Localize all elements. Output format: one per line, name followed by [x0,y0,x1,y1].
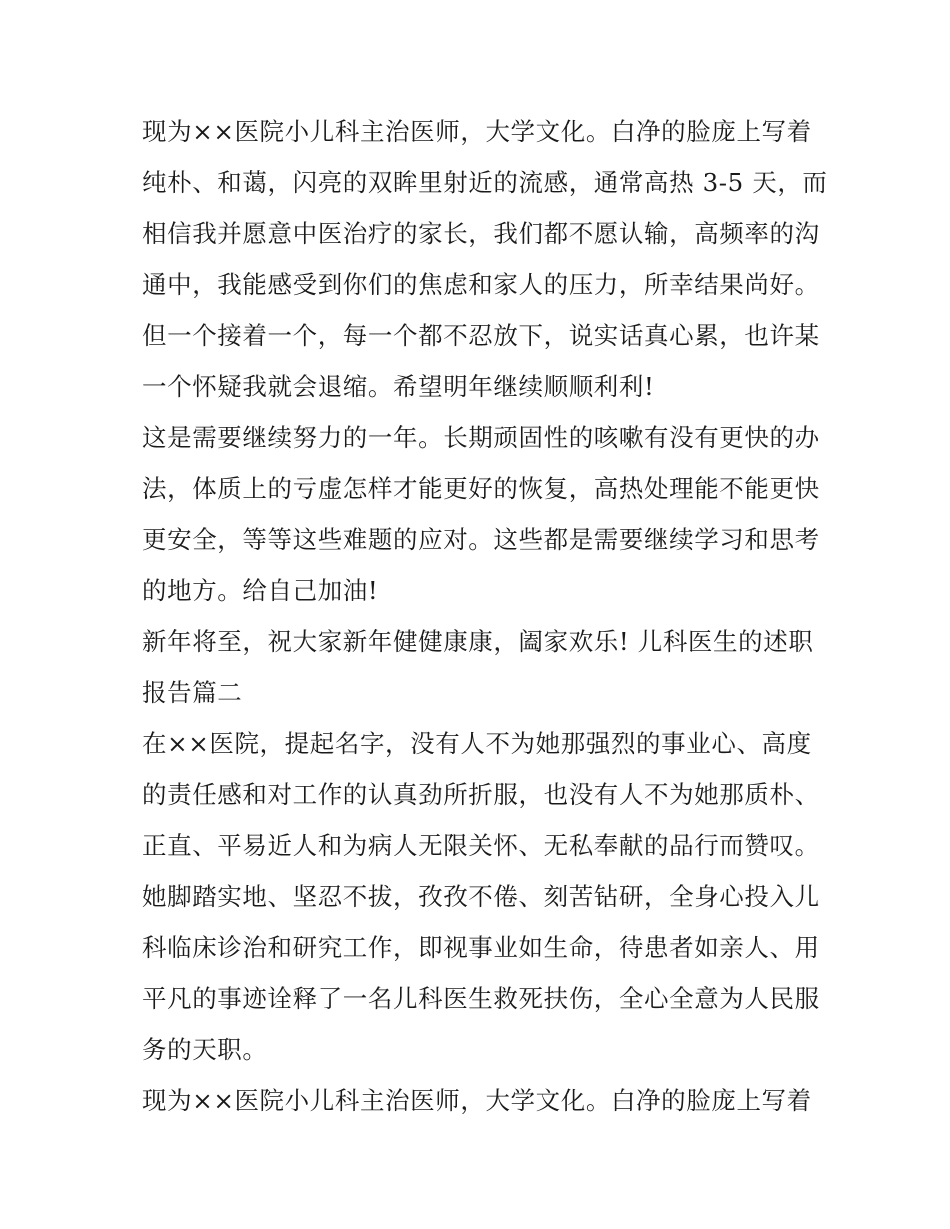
text-line: 科临床诊治和研究工作，即视事业如生命，待患者如亲人、用 [142,933,820,962]
text-line: 更安全，等等这些难题的应对。这些都是需要继续学习和思考 [142,525,820,554]
text-line: 现为××医院小儿科主治医师，大学文化。白净的脸庞上写着 [142,117,812,146]
text-line: 新年将至，祝大家新年健健康康，阖家欢乐! 儿科医生的述职 [142,627,814,656]
text-line: 这是需要继续努力的一年。长期顽固性的咳嗽有没有更快的办 [142,423,820,452]
text-line: 务的天职。 [142,1035,268,1064]
text-line: 通中，我能感受到你们的焦虑和家人的压力，所幸结果尚好。 [142,270,820,299]
text-line: 法，体质上的亏虚怎样才能更好的恢复，高热处理能不能更快 [142,474,820,503]
text-line: 相信我并愿意中医治疗的家长，我们都不愿认输，高频率的沟 [142,219,820,248]
section-heading: 报告篇二 [142,678,243,707]
text-line: 现为××医院小儿科主治医师，大学文化。白净的脸庞上写着 [142,1086,812,1115]
text-line: 的责任感和对工作的认真劲所折服，也没有人不为她那质朴、 [142,780,820,809]
text-line: 在××医院，提起名字，没有人不为她那强烈的事业心、高度 [142,729,812,758]
body-text [142,106,828,1126]
text-line: 的地方。给自己加油! [142,576,379,605]
text-line: 平凡的事迹诠释了一名儿科医生救死扶伤，全心全意为人民服 [142,984,820,1013]
text-line: 她脚踏实地、坚忍不拔，孜孜不倦、刻苦钻研，全身心投入儿 [142,882,820,911]
text-line: 但一个接着一个，每一个都不忍放下，说实话真心累，也许某 [142,321,820,350]
text-line: 一个怀疑我就会退缩。希望明年继续顺顺利利! [142,372,655,401]
text-line: 纯朴、和蔼，闪亮的双眸里射近的流感，通常高热 3-5 天，而 [142,168,828,197]
text-line: 正直、平易近人和为病人无限关怀、无私奉献的品行而赞叹。 [142,831,820,860]
